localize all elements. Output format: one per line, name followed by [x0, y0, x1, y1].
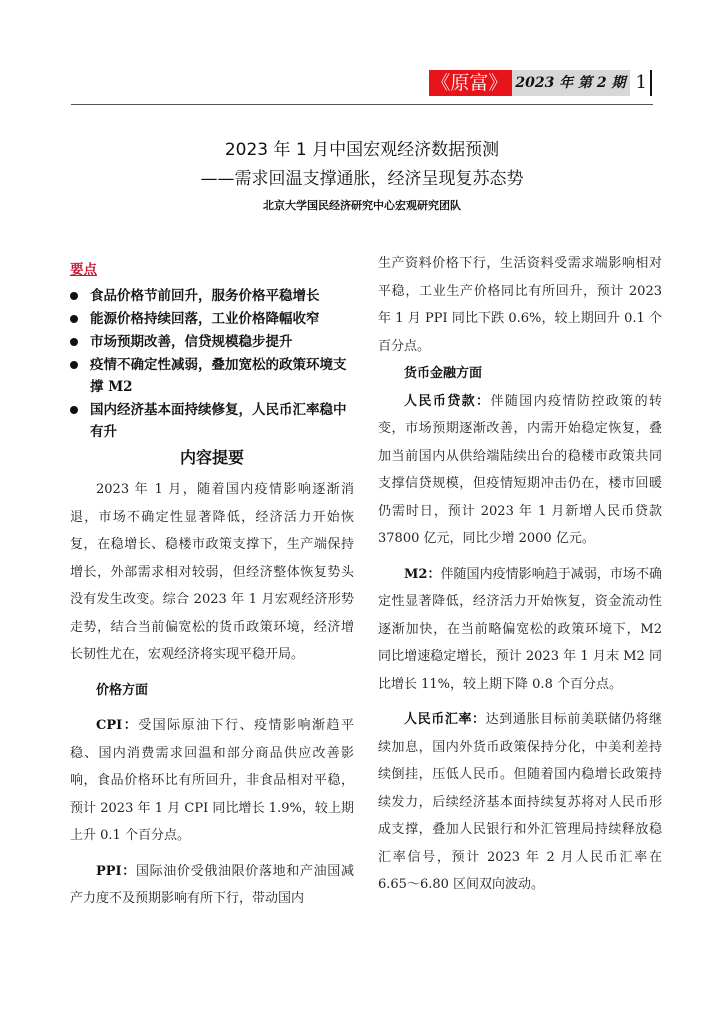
bullet-icon	[70, 406, 78, 414]
summary-heading: 内容提要	[179, 448, 244, 467]
publication-brand: 《原富》	[429, 70, 512, 96]
key-point: 国内经济基本面持续修复，人民币汇率稳中有升	[70, 399, 354, 443]
left-column	[70, 250, 354, 913]
key-point: 疫情不确定性减弱，叠加宽松的政策环境支撑 M2	[70, 354, 354, 398]
issue-label: 2023 年 第 2 期	[512, 70, 629, 96]
report-author: 北京大学国民经济研究中心宏观研究团队	[263, 199, 461, 212]
header-rule	[71, 104, 653, 105]
right-column	[378, 250, 662, 899]
summary-intro: 2023 年 1 月，随着国内疫情影响逐渐消退，市场不确定性显著降低，经济活力开始恢复，在稳增长、稳楼市政策支撑下，生产端保持增长，外部需求相对较弱，但经济整体恢复势头没有发生改变。综合 2023 年 1 月宏观经济形势走势，结合当前偏宽松的货币政策环境，经济增长韧性尤在，宏观经济将实现平稳开局。	[70, 482, 354, 662]
bullet-icon	[70, 338, 78, 346]
money-section-heading: 货币金融方面	[404, 366, 483, 381]
key-point: 市场预期改善，信贷规模稳步提升	[70, 331, 354, 353]
report-title: 2023 年 1 月中国宏观经济数据预测	[224, 140, 500, 160]
key-point: 食品价格节前回升，服务价格平稳增长	[70, 285, 354, 307]
fx-paragraph: 人民币汇率：达到通胀目标前美联储仍将继续加息，国内外货币政策保持分化，中美利差持续倒挂，压低人民币。但随着国内稳增长政策持续发力，后续经济基本面持续复苏将对人民币形成支撑，叠加人民银行和外汇管理局持续释放稳汇率信号，预计 2023 年 2 月人民币汇率在 6.65～6.80 区间双向波动。	[378, 712, 662, 892]
bullet-icon	[70, 292, 78, 300]
ppi-paragraph-continued: 生产资料价格下行，生活资料受需求端影响相对平稳，工业生产价格同比有所回升，预计 2023 年 1 月 PPI 同比下跌 0.6%，较上期回升 0.1 个百分点。	[378, 256, 662, 354]
loan-paragraph: 人民币贷款：伴随国内疫情防控政策的转变，市场预期逐渐改善，内需开始稳定恢复，叠加当前国内从供给端陆续出台的稳楼市政策共同支撑信贷规模，但疫情短期冲击仍在，楼市回暖仍需时日，预计 2023 年 1 月新增人民币贷款 37800 亿元，同比少增 2000 亿元。	[378, 393, 662, 546]
key-point: 能源价格持续回落，工业价格降幅收窄	[70, 308, 354, 330]
page-number: 1	[633, 70, 652, 96]
cpi-paragraph: CPI：受国际原油下行、疫情影响渐趋平稳、国内消费需求回温和部分商品供应改善影响，食品价格环比有所回升，非食品相对平稳，预计 2023 年 1 月 CPI 同比增长 1.9%，较上期上升 0.1 个百分点。	[70, 718, 354, 843]
page-header	[429, 70, 652, 96]
m2-paragraph: M2：伴随国内疫情影响趋于减弱，市场不确定性显著降低，经济活力开始恢复，资金流动性逐渐加快，在当前略偏宽松的政策环境下，M2 同比增速稳定增长，预计 2023 年 1 月末 M2 同比增长 11%，较上期下降 0.8 个百分点。	[378, 566, 662, 692]
report-subtitle: ——需求回温支撑通胀，经济呈现复苏态势	[200, 169, 524, 189]
key-points-heading: 要点	[70, 262, 97, 278]
bullet-icon	[70, 315, 78, 323]
ppi-paragraph: PPI：国际油价受俄油限价落地和产油国减产力度不及预期影响有所下行，带动国内	[70, 863, 354, 906]
price-section-heading: 价格方面	[96, 682, 149, 698]
bullet-icon	[70, 361, 78, 369]
